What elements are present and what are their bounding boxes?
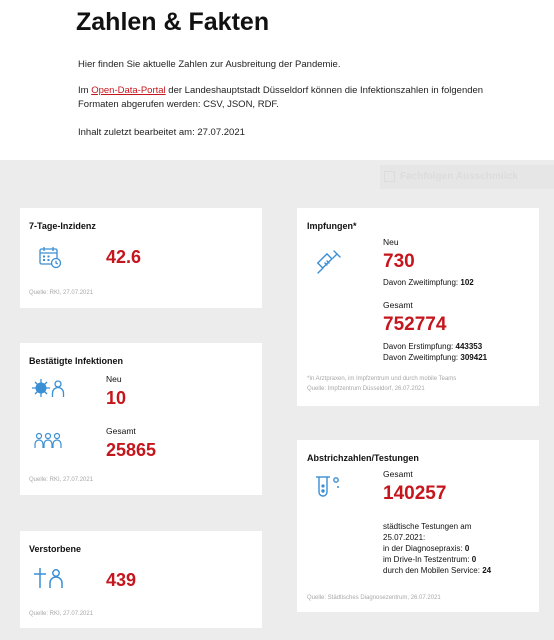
vaccinations-card — [297, 208, 539, 406]
virus-person-icon — [32, 377, 66, 399]
ghost-button[interactable] — [380, 165, 554, 189]
opendata-link[interactable]: Open-Data-Portal — [91, 85, 166, 96]
tests-source: Quelle: Städtisches Diagnosezentrum, 26.07.2021 — [307, 595, 441, 601]
deaths-title: Verstorbene — [29, 544, 82, 554]
calendar-icon — [38, 245, 62, 269]
deaths-value: 439 — [106, 570, 137, 590]
updated-text: Inhalt zuletzt bearbeitet am: 27.07.2021 — [78, 127, 245, 138]
cross-person-icon — [33, 567, 65, 589]
tests-card — [297, 440, 539, 612]
page-title: Zahlen & Fakten — [76, 8, 270, 36]
vaccinations-new-label: Neu — [383, 237, 399, 247]
infections-source: Quelle: RKI, 27.07.2021 — [29, 477, 94, 483]
deaths-source: Quelle: RKI, 27.07.2021 — [29, 611, 94, 617]
syringe-icon — [315, 248, 343, 276]
vaccinations-title: Impfungen* — [307, 221, 357, 231]
vaccinations-total-label: Gesamt — [383, 300, 413, 310]
header-section — [0, 0, 554, 160]
infections-total-value: 25865 — [106, 440, 157, 460]
vaccinations-source: Quelle: Impfzentrum Düsseldorf, 26.07.2021 — [307, 386, 425, 392]
ghost-button-label: Fachfolgen Ausschmück — [400, 171, 518, 182]
tests-line3: in der Diagnosepraxis: 0 — [383, 544, 470, 553]
test-tube-icon — [312, 474, 344, 502]
infections-card — [20, 343, 262, 495]
intro-text: Hier finden Sie aktuelle Zahlen zur Ausbreitung der Pandemie. — [78, 59, 341, 70]
tests-line5: durch den Mobilen Service: 24 — [383, 566, 492, 575]
tests-total-label: Gesamt — [383, 469, 413, 479]
infections-total-label: Gesamt — [106, 426, 136, 436]
vaccinations-new-value: 730 — [383, 251, 415, 272]
tests-line4: im Drive-In Testzentrum: 0 — [383, 555, 477, 564]
incidence-source: Quelle: RKI, 27.07.2021 — [29, 290, 94, 296]
tests-line1: städtische Testungen am — [383, 522, 472, 531]
opendata-suffix: der Landeshauptstadt Düsseldorf können die Infektionszahlen in folgenden Formaten abgerufen werden: CSV, JSON, RDF. — [78, 85, 484, 110]
group-icon — [34, 431, 62, 449]
vaccinations-footnote: *In Arztpraxen, im Impfzentrum und durch mobile Teams — [307, 376, 457, 382]
tests-total-value: 140257 — [383, 483, 447, 504]
ghost-button-icon — [384, 171, 395, 182]
infections-new-label: Neu — [106, 374, 122, 384]
vaccinations-new-second: Davon Zweitimpfung: 102 — [383, 278, 474, 287]
vaccinations-total-value: 752774 — [383, 314, 447, 335]
incidence-title: 7-Tage-Inzidenz — [29, 221, 96, 231]
opendata-text — [78, 84, 498, 111]
infections-new-value: 10 — [106, 388, 127, 408]
opendata-prefix: Im — [78, 85, 92, 96]
infections-title: Bestätigte Infektionen — [29, 356, 124, 366]
vaccinations-total-first: Davon Erstimpfung: 443353 — [383, 342, 483, 351]
incidence-value: 42.6 — [106, 247, 142, 267]
deaths-card — [20, 531, 262, 628]
tests-line2: 25.07.2021: — [383, 533, 426, 542]
tests-title: Abstrichzahlen/Testungen — [307, 453, 419, 463]
incidence-card — [20, 208, 262, 308]
vaccinations-total-second: Davon Zweitimpfung: 309421 — [383, 353, 488, 362]
